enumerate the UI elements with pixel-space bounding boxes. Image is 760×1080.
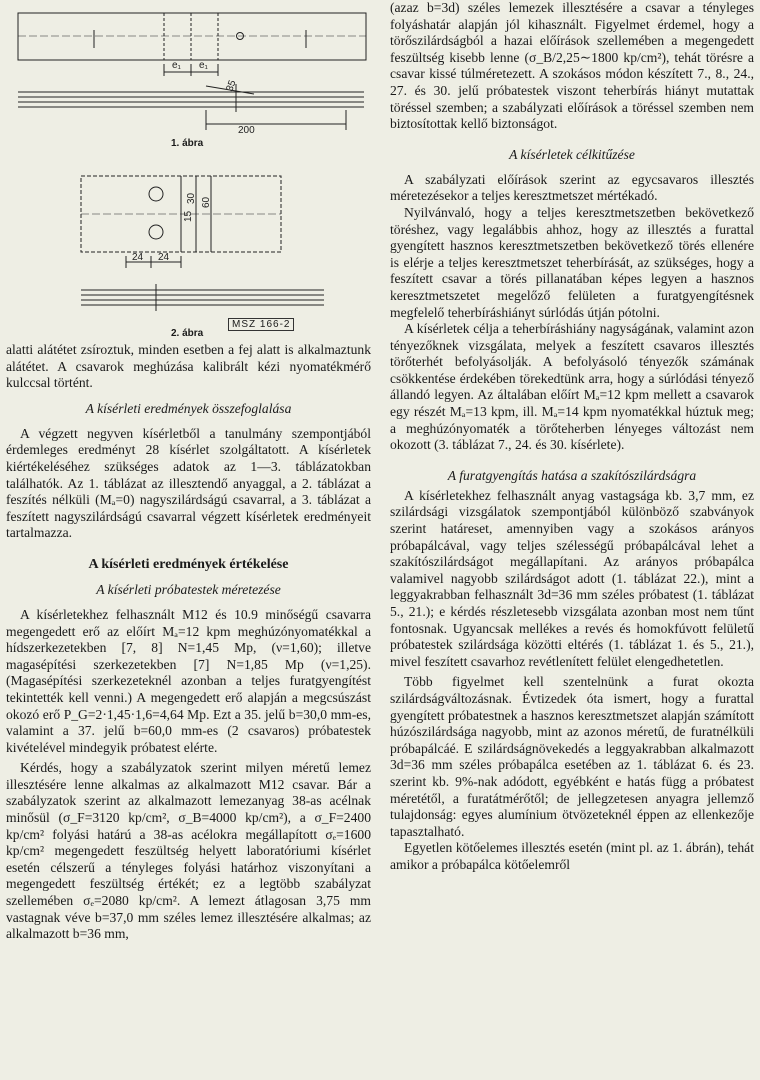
dim-30: 30 bbox=[186, 192, 197, 204]
paragraph: alatti alátétet zsíroztuk, minden esetben a fej alatt is alkalmaztunk alátétet. A csavarok meghúzása kalibrált kézi nyomatékmérő kulccsal történt. bbox=[6, 342, 371, 391]
figures-area bbox=[6, 0, 371, 342]
dim-24-b: 24 bbox=[158, 252, 170, 263]
dim-60: 60 bbox=[201, 196, 212, 208]
paragraph: Nyilvánvaló, hogy a teljes keresztmetszetben bekövetkező töréshez, vagy legalábbis ahhoz, hogy az illesztés a furattal gyengített hasznos keresztmetszetben bekövetkező törés ellenére is elérje a teljes keresztmetszet teherbírását, az szükséges, hogy a feszített csavar a törés pillanatában képes legyen a hasznos keresztmetszetet megelőző felületen a furatgyengítésnek megfelelő teherbíráshiányt súrlódás útján pótolni. bbox=[390, 204, 754, 320]
paragraph: A kísérletekhez felhasznált anyag vastagsága kb. 3,7 mm, ez szilárdsági vizsgálatok szempontjából különböző szabványok szerint határeset, amennyiben vagy a szokásos arányos próbapálcával, vagy teljes szélességű próbapálcával lehet a szakítószilárdságot megállapítani. Az arányos próbapálca valamivel nagyobb szilárdságot adott (1. táblázat 22.), mint a leggyakrabban felhasznált 3d=36 mm széles próbatest (1. táblázat 5., 21.); e kérdés részletesebb vizsgálata azonban most nem tűnt fontosnak. Ugyancsak mellékes a revés és homokfúvott felületű próbatestek szilárdsága közötti eltérés (1. táblázat 1. és 5., 21.), mivel feszített csavarhoz revétlenített felület elengedhetetlen. bbox=[390, 487, 754, 669]
section-heading-evaluation: A kísérleti eredmények értékelése bbox=[88, 556, 289, 572]
figure-2-drawing bbox=[81, 176, 324, 311]
left-column bbox=[6, 0, 371, 943]
section-heading-summary: A kísérleti eredmények összefoglalása bbox=[85, 400, 292, 416]
right-column bbox=[390, 0, 754, 874]
paragraph: (azaz b=3d) széles lemezek illesztésére a csavar a tényleges folyáshatár alapján jól kihasznált. Figyelmet érdemel, hogy a törőszilárdságból a hazai előírások szellemében a megengedett feszültség kisebb lenne (σ_B/2,25∼1800 kp/cm²), tehát törésre a csavar kissé túlméretezett. A szokásos módon készített 7., 8., 24., 27. és 30. jelű próbatestek viszont teherbírás hiányt mutattak töréssel szemben; a szabályzati előírások a töréssel szemben nem biztosítottak kellő biztonságot. bbox=[390, 0, 754, 132]
technical-drawings bbox=[6, 0, 371, 342]
standard-stamp: MSZ 166-2 bbox=[228, 318, 294, 331]
paragraph: A végzett negyven kísérletből a tanulmány szempontjából érdemleges eredményt 28 kísérlet szolgáltatott. A kísérletek kiértékeléséhez szükséges adatok az 1—3. táblázatokban találhatók. Az 1. táblázat az illesztendő anyaggal, a 2. táblázat a feszítés nélküli (Mₐ=0) nagyszilárdságú csavarral, a 3. táblázat a feszített nagyszilárdságú csavarral végzett kísérletek eredményeit tartalmazza. bbox=[6, 425, 371, 541]
dim-e1-b: e₁ bbox=[199, 60, 208, 71]
dim-15: 15 bbox=[183, 210, 194, 222]
paragraph: A szabályzati előírások szerint az egycsavaros illesztés méretezésekor a teljes keresztmetszet mértékadó. bbox=[390, 171, 754, 204]
paragraph: A kísérletek célja a teherbíráshiány nagyságának, valamint azon tényezőknek vizsgálata, melyek a feszített csavaros illesztés törőterhét befolyásolják. A befolyásoló tényezők számának csökkentése érdekében törekedtünk arra, hogy a súrlódási tényező állandó legyen. Az általában előírt Mₐ=12 kpm mellett a csavarok egy részét Mₐ=13 kpm, ill. Mₐ=14 kpm nyomatékkal húztuk meg; a meghúzónyomaték a törőteherben lényeges változást nem okozott (3. táblázat 7., 24. és 30. kísérlete). bbox=[390, 321, 754, 453]
figure-2-caption: 2. ábra bbox=[171, 328, 204, 339]
dim-e1-a: e₁ bbox=[172, 60, 181, 71]
paragraph: Egyetlen kötőelemes illesztés esetén (mint pl. az 1. ábrán), tehát amikor a próbapálca kötőelemről bbox=[390, 840, 754, 872]
dim-24-a: 24 bbox=[132, 252, 144, 263]
paragraph: Kérdés, hogy a szabályzatok szerint milyen méretű lemez illesztésére lenne alkalmas az alkalmazott M12 csavar. Bár a szabályzatok szerint az alkalmazott lemezanyag 38-as acélnak minősül (σ_F=3120 kp/cm², σ_B=4000 kp/cm²), a σ_F=2400 kp/cm² folyási határú a 38-as acélokra megállapított σₑ=1600 kp/cm² megengedett feszültség helyett laboratóriumi kísérlet esetén célszerű a tényleges folyási határhoz viszonyítani a megengedett feszültség értékét; ez a legtöbb szabályzat szellemében σₑ=2080 kp/cm². A lemezt átlagosan 3,75 mm vastagnak véve b=37,0 mm széles lemez illesztésére alkalmas; az alkalmazott b=36 mm, bbox=[6, 760, 371, 942]
dim-200: 200 bbox=[238, 125, 255, 136]
figure-1-caption: 1. ábra bbox=[171, 138, 204, 149]
section-heading-goal: A kísérletek célkitűzése bbox=[509, 146, 635, 162]
dim-35: 35 bbox=[224, 78, 239, 94]
subsection-heading-sizing: A kísérleti próbatestek méretezése bbox=[96, 581, 281, 597]
section-heading-hole-effect: A furatgyengítás hatása a szakítószilárdságra bbox=[447, 467, 697, 483]
paragraph: Több figyelmet kell szentelnünk a furat okozta szilárdságváltozásnak. Évtizedek óta ismert, hogy a furattal gyengített próbatestnek a hasznos keresztmetszet alapján számított húzószilárdsága nagyobb, mint az azonos méretű, de furatnélküli próbapálcáé. E szilárdságnövekedés a leggyakrabban alkalmazott 3d=36 mm széles próbapálca esetében az 1. táblázat 6. és 23. szerint kb. 9%-nak adódott, egyébként e hatás függ a próbatest méretétől, a furatátmérőtől; de jellegzetesen anyagra jellemző tulajdonság: egyes alumínium ötvözeteknél éppen az ellenkezője tapasztalható. bbox=[390, 674, 754, 839]
paragraph: A kísérletekhez felhasznált M12 és 10.9 minőségű csavarra megengedett erő az előírt Mₐ=12 kpm meghúzónyomatékkal a hídszerkezetekben [7, 8] N=1,45 Mp, (ν=1,60); illetve magasépítési szerkezetekben [7] N=1,85 Mp (ν=1,25). (Magasépítési szerkezeteknél azonban a teljes furatgyengítést tekintették kell venni.) A megengedett erő alapján a megcsúszást okozó erő P_G=2·1,45·1,6=4,64 Mp. Ezt a 35. jelű b=30,0 mm-es, valamint a 37. jelű b=60,0 mm-es (2 csavaros) próbatestek kivételével mindegyik próbatest elérte. bbox=[6, 606, 372, 755]
figure-1-drawing bbox=[18, 13, 366, 130]
